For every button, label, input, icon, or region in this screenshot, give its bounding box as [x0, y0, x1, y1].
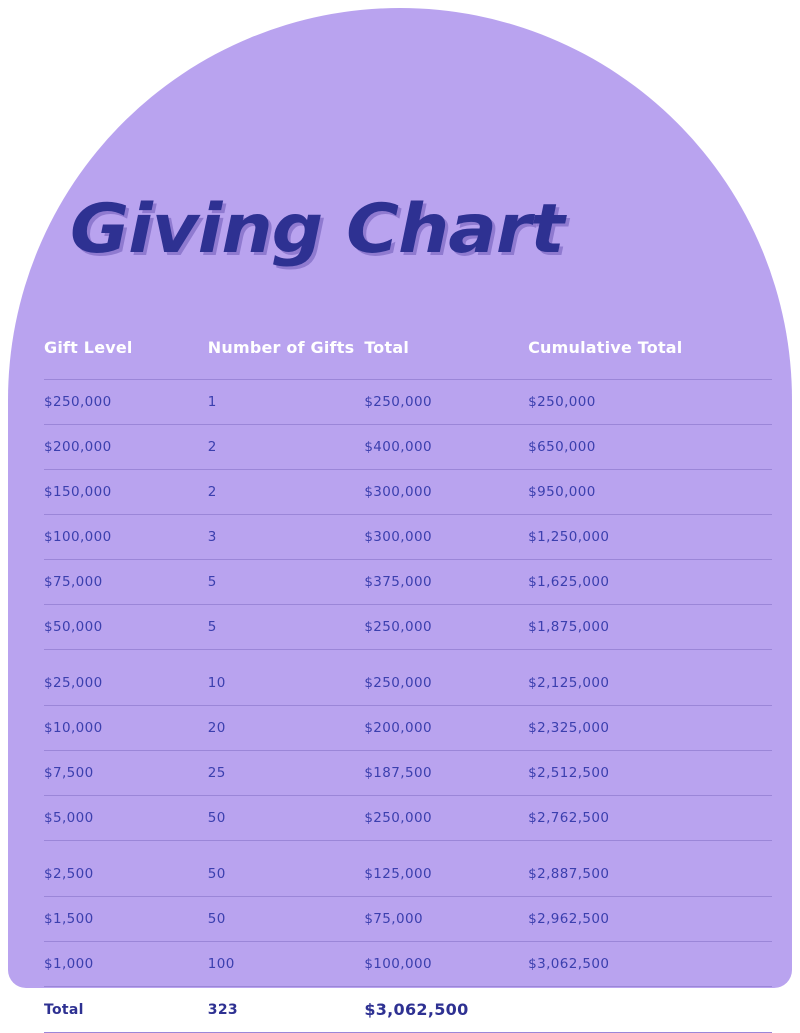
cell-total: $375,000: [364, 560, 528, 605]
cell-total: $200,000: [364, 706, 528, 751]
cell-gift-level: $7,500: [44, 751, 208, 796]
cell-cumulative-total: $2,762,500: [528, 796, 772, 841]
cell-gift-level: $200,000: [44, 425, 208, 470]
cell-number-of-gifts: 100: [208, 942, 365, 987]
table-row: [44, 841, 772, 897]
table-row: [44, 796, 772, 841]
cell-number-of-gifts: 50: [208, 897, 365, 942]
cell-total: $300,000: [364, 470, 528, 515]
cell-total: $250,000: [364, 380, 528, 425]
table-row: [44, 650, 772, 706]
column-header-number-of-gifts: Number of Gifts: [207, 338, 355, 357]
cell-total: $187,500: [364, 751, 528, 796]
table-row: [44, 470, 772, 515]
cell-total: $400,000: [364, 425, 528, 470]
cell-cumulative-total: $2,962,500: [528, 897, 772, 942]
cell-number-of-gifts: 10: [208, 650, 365, 706]
cell-number-of-gifts: 25: [208, 751, 365, 796]
cell-total: $75,000: [364, 897, 528, 942]
cell-number-of-gifts: 3: [208, 515, 365, 560]
table-row: [44, 942, 772, 987]
cell-total: $250,000: [364, 650, 528, 706]
cell-cumulative-total: $650,000: [528, 425, 772, 470]
table-row: [44, 897, 772, 942]
arched-panel: [8, 8, 792, 1019]
page-title: Giving Chart: [70, 190, 564, 269]
cell-total-amount: $3,062,500: [364, 987, 528, 1033]
giving-chart-table-wrapper: [44, 334, 772, 1033]
cell-gift-level: $10,000: [44, 706, 208, 751]
column-header-total: Total: [364, 338, 410, 357]
cell-cumulative-total: $950,000: [528, 470, 772, 515]
cell-gift-level: $5,000: [44, 796, 208, 841]
cell-total: $250,000: [364, 796, 528, 841]
cell-cumulative-total: $1,875,000: [528, 605, 772, 650]
cell-number-of-gifts: 50: [208, 841, 365, 897]
cell-total-label: Total: [44, 987, 208, 1033]
table-row: [44, 425, 772, 470]
cell-gift-level: $250,000: [44, 380, 208, 425]
table-row: [44, 560, 772, 605]
cell-number-of-gifts: 5: [208, 560, 365, 605]
cell-cumulative-total: $2,512,500: [528, 751, 772, 796]
giving-chart-table: [44, 334, 772, 1033]
cell-gift-level: $25,000: [44, 650, 208, 706]
table-row: [44, 515, 772, 560]
table-header-row: [44, 334, 772, 380]
cell-number-of-gifts: 2: [208, 425, 365, 470]
cell-cumulative-total: $250,000: [528, 380, 772, 425]
cell-gift-level: $2,500: [44, 841, 208, 897]
table-row: [44, 380, 772, 425]
cell-cumulative-total: $1,250,000: [528, 515, 772, 560]
table-row: [44, 751, 772, 796]
cell-total: $100,000: [364, 942, 528, 987]
cell-gift-level: $75,000: [44, 560, 208, 605]
cell-total: $125,000: [364, 841, 528, 897]
cell-gift-level: $50,000: [44, 605, 208, 650]
table-row: [44, 605, 772, 650]
cell-number-of-gifts: 50: [208, 796, 365, 841]
cell-gift-level: $150,000: [44, 470, 208, 515]
cell-gift-level: $1,500: [44, 897, 208, 942]
column-header-cumulative-total: Cumulative Total: [528, 338, 683, 357]
cell-cumulative-total: $2,887,500: [528, 841, 772, 897]
cell-gift-level: $100,000: [44, 515, 208, 560]
cell-gift-level: $1,000: [44, 942, 208, 987]
cell-cumulative-total: $3,062,500: [528, 942, 772, 987]
cell-number-of-gifts: 20: [208, 706, 365, 751]
cell-total-cumulative: [528, 987, 772, 1033]
cell-cumulative-total: $1,625,000: [528, 560, 772, 605]
cell-total: $250,000: [364, 605, 528, 650]
table-footer-row: [44, 987, 772, 1033]
cell-number-of-gifts: 5: [208, 605, 365, 650]
cell-total: $300,000: [364, 515, 528, 560]
cell-cumulative-total: $2,325,000: [528, 706, 772, 751]
cell-number-of-gifts: 1: [208, 380, 365, 425]
column-header-gift-level: Gift Level: [44, 338, 133, 357]
cell-number-of-gifts: 2: [208, 470, 365, 515]
table-row: [44, 706, 772, 751]
cell-cumulative-total: $2,125,000: [528, 650, 772, 706]
cell-total-number-of-gifts: 323: [208, 987, 365, 1033]
